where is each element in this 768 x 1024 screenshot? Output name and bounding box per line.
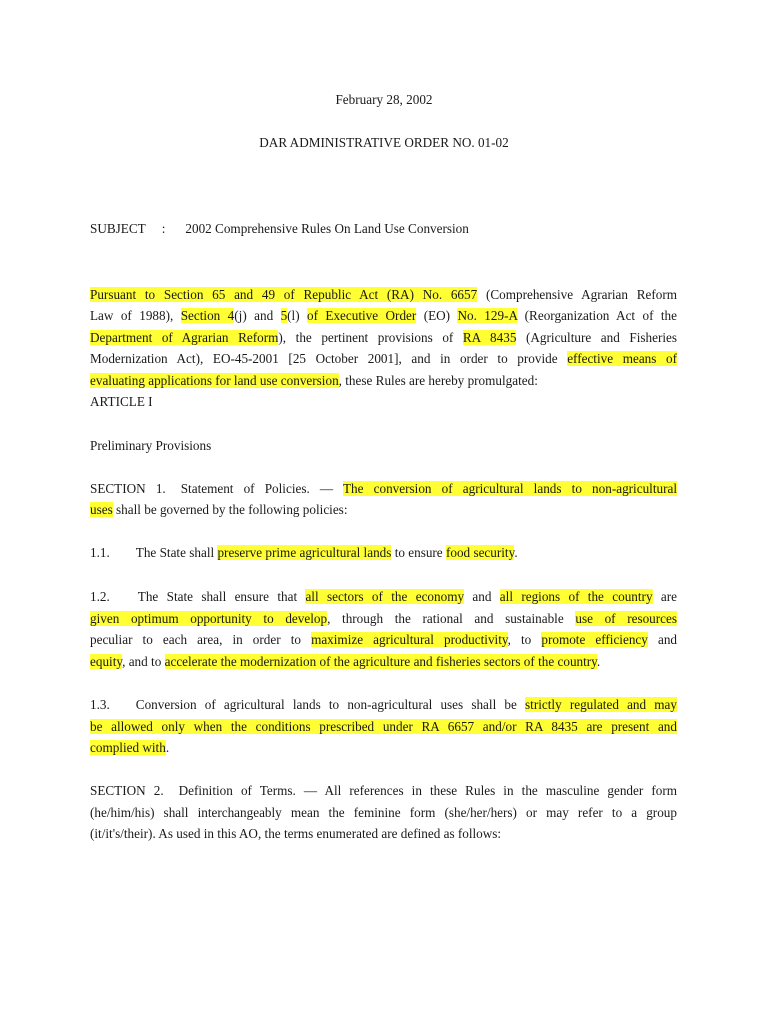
section-1-line-2: uses shall be governed by the following policies: xyxy=(90,502,348,517)
subject-line xyxy=(90,219,469,239)
subject-colon: : xyxy=(161,221,166,236)
preamble-line-3: Department of Agrarian Reform), the pertinent provisions of RA 8435 (Agriculture and Fisheries xyxy=(90,330,678,345)
paragraph-1-2-line-4: equity, and to accelerate the modernization of the agriculture and fisheries sectors of the country. xyxy=(90,654,601,669)
article-heading: ARTICLE I xyxy=(90,394,153,409)
paragraph-1-2-line-1: 1.2. The State shall ensure that all sectors of the economy and all regions of the country are xyxy=(90,589,677,604)
subject-label: SUBJECT xyxy=(90,221,146,236)
section-2-line-2: (he/him/his) shall interchangeably mean the feminine form (she/her/hers) or may refer to a group xyxy=(90,805,677,820)
section-2-line-1: SECTION 2. Definition of Terms. — All references in these Rules in the masculine gender form xyxy=(90,783,677,798)
preliminary-heading: Preliminary Provisions xyxy=(90,438,212,453)
subject-text: 2002 Comprehensive Rules On Land Use Conversion xyxy=(185,221,469,236)
order-title: DAR ADMINISTRATIVE ORDER NO. 01-02 xyxy=(259,135,509,150)
paragraph-1-1: 1.1. The State shall preserve prime agricultural lands to ensure food security. xyxy=(90,545,518,560)
preamble-line-2: Law of 1988), Section 4(j) and 5(l) of Executive Order (EO) No. 129-A (Reorganization Act of the xyxy=(90,308,678,323)
preamble-line-5: evaluating applications for land use conversion, these Rules are hereby promulgated: xyxy=(90,373,538,388)
document-date: February 28, 2002 xyxy=(335,92,433,107)
paragraph-1-2-line-2: given optimum opportunity to develop, through the rational and sustainable use of resources xyxy=(90,611,678,626)
section-2-line-3: (it/it's/their). As used in this AO, the terms enumerated are defined as follows: xyxy=(90,826,502,841)
paragraph-1-2-line-3: peculiar to each area, in order to maximize agricultural productivity, to promote efficiency and xyxy=(90,632,678,647)
preamble-line-4: Modernization Act), EO-45-2001 [25 October 2001], and in order to provide effective means of xyxy=(90,351,678,366)
paragraph-1-3-line-2: be allowed only when the conditions prescribed under RA 6657 and/or RA 8435 are present and xyxy=(90,719,677,734)
section-1-line-1: SECTION 1. Statement of Policies. — The conversion of agricultural lands to non-agricultural xyxy=(90,481,677,496)
paragraph-1-3-line-3: complied with. xyxy=(90,740,170,755)
paragraph-1-3-line-1: 1.3. Conversion of agricultural lands to non-agricultural uses shall be strictly regulated and may xyxy=(90,697,678,712)
preamble-line-1: Pursuant to Section 65 and 49 of Republic Act (RA) No. 6657 (Comprehensive Agrarian Reform xyxy=(90,287,677,302)
